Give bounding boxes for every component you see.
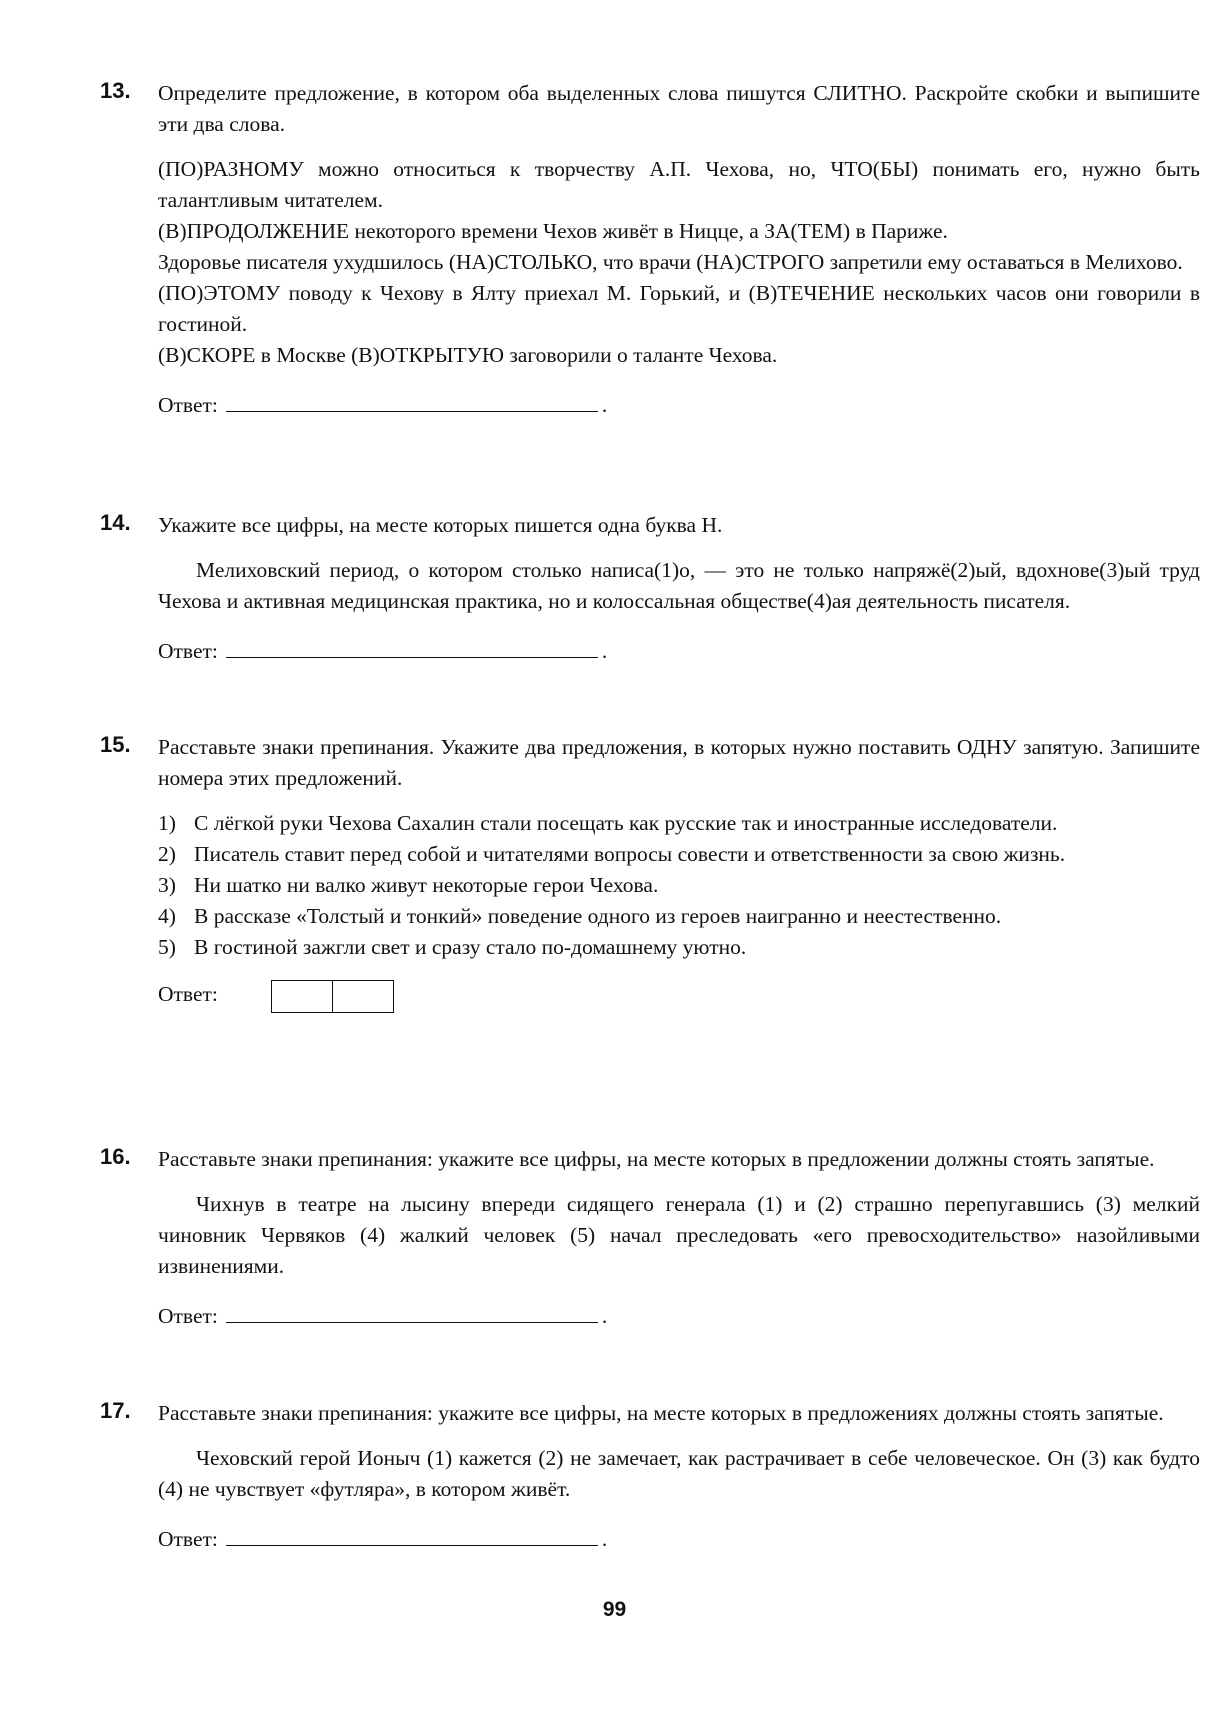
option-item: 4) В рассказе «Толстый и тонкий» поведение одного из героев наигранно и неестественно. bbox=[158, 904, 1002, 928]
task-question: Расставьте знаки препинания: укажите все цифры, на месте которых в предложениях должны стоять запятые. bbox=[158, 1401, 1164, 1425]
answer-line[interactable] bbox=[226, 1521, 598, 1546]
task-text: Чихнув в театре на лысину впереди сидящего генерала (1) и (2) страшно перепугавшись (3) мелкий чиновник Червяков (4) жалкий человек (5) начал преследовать «его превосходительство» назойливыми извинениями. bbox=[158, 1192, 1200, 1278]
task-question: Укажите все цифры, на месте которых пишется одна буква Н. bbox=[158, 513, 723, 537]
sentence: (ПО)ЭТОМУ поводу к Чехову в Ялту приехал М. Горький, и (В)ТЕЧЕНИЕ нескольких часов они говорили в гостиной. bbox=[158, 281, 1200, 336]
task-number: 13. bbox=[100, 78, 131, 103]
answer-row: Ответ: . bbox=[158, 1298, 1200, 1332]
task-number: 16. bbox=[100, 1144, 131, 1169]
task-16 bbox=[100, 1144, 1200, 1332]
task-17 bbox=[100, 1398, 1200, 1555]
answer-label: Ответ: bbox=[158, 639, 218, 663]
options-list bbox=[158, 808, 1200, 963]
option-item: 1) С лёгкой руки Чехова Сахалин стали посещать как русские так и иностранные исследователи. bbox=[158, 811, 1058, 835]
task-number: 14. bbox=[100, 510, 131, 535]
task-13 bbox=[100, 78, 1200, 421]
task-number: 17. bbox=[100, 1398, 131, 1423]
task-question: Определите предложение, в котором оба выделенных слова пишутся СЛИТНО. Раскройте скобки и выпишите эти два слова. bbox=[158, 81, 1200, 136]
task-text: Чеховский герой Ионыч (1) кажется (2) не замечает, как растрачивает в себе человеческое. Он (3) как будто (4) не чувствует «футляра», в котором живёт. bbox=[158, 1446, 1200, 1501]
answer-row: Ответ: . bbox=[158, 633, 1200, 667]
sentence: Здоровье писателя ухудшилось (НА)СТОЛЬКО, что врачи (НА)СТРОГО запретили ему оставаться в Мелихово. bbox=[158, 250, 1183, 274]
answer-label: Ответ: bbox=[158, 1527, 218, 1551]
answer-line[interactable] bbox=[226, 633, 598, 658]
page-number: 99 bbox=[602, 1598, 627, 1621]
answer-box-1[interactable] bbox=[271, 980, 333, 1013]
task-question: Расставьте знаки препинания: укажите все цифры, на месте которых в предложении должны стоять запятые. bbox=[158, 1147, 1155, 1171]
sentence: (В)ПРОДОЛЖЕНИЕ некоторого времени Чехов живёт в Ницце, а ЗА(ТЕМ) в Париже. bbox=[158, 219, 948, 243]
sentence: (В)СКОРЕ в Москве (В)ОТКРЫТУЮ заговорили о таланте Чехова. bbox=[158, 343, 778, 367]
answer-label: Ответ: bbox=[158, 982, 218, 1006]
answer-line[interactable] bbox=[226, 387, 598, 412]
task-question: Расставьте знаки препинания. Укажите два предложения, в которых нужно поставить ОДНУ запятую. Запишите номера этих предложений. bbox=[158, 735, 1200, 790]
answer-row bbox=[158, 979, 1200, 1013]
answer-box-2[interactable] bbox=[333, 980, 394, 1013]
task-14 bbox=[100, 510, 1200, 667]
task-text: Мелиховский период, о котором столько написа(1)о, — это не только напряжё(2)ый, вдохнове(3)ый труд Чехова и активная медицинская практика, но и колоссальная общеcтве(4)ая деятельность писателя. bbox=[158, 558, 1200, 613]
option-item: 3) Ни шатко ни валко живут некоторые герои Чехова. bbox=[158, 873, 659, 897]
answer-label: Ответ: bbox=[158, 1304, 218, 1328]
answer-boxes bbox=[271, 980, 394, 1013]
task-15 bbox=[100, 732, 1200, 1013]
option-item: 2) Писатель ставит перед собой и читателями вопросы совести и ответственности за свою жизнь. bbox=[158, 842, 1066, 866]
answer-label: Ответ: bbox=[158, 393, 218, 417]
answer-row: Ответ: . bbox=[158, 1521, 1200, 1555]
option-item: 5) В гостиной зажгли свет и сразу стало по-домашнему уютно. bbox=[158, 935, 747, 959]
task-number: 15. bbox=[100, 732, 131, 757]
answer-row: Ответ: . bbox=[158, 387, 1200, 421]
answer-line[interactable] bbox=[226, 1298, 598, 1323]
sentence: (ПО)РАЗНОМУ можно относиться к творчеству А.П. Чехова, но, ЧТО(БЫ) понимать его, нужно быть талантливым читателем. bbox=[158, 157, 1200, 212]
